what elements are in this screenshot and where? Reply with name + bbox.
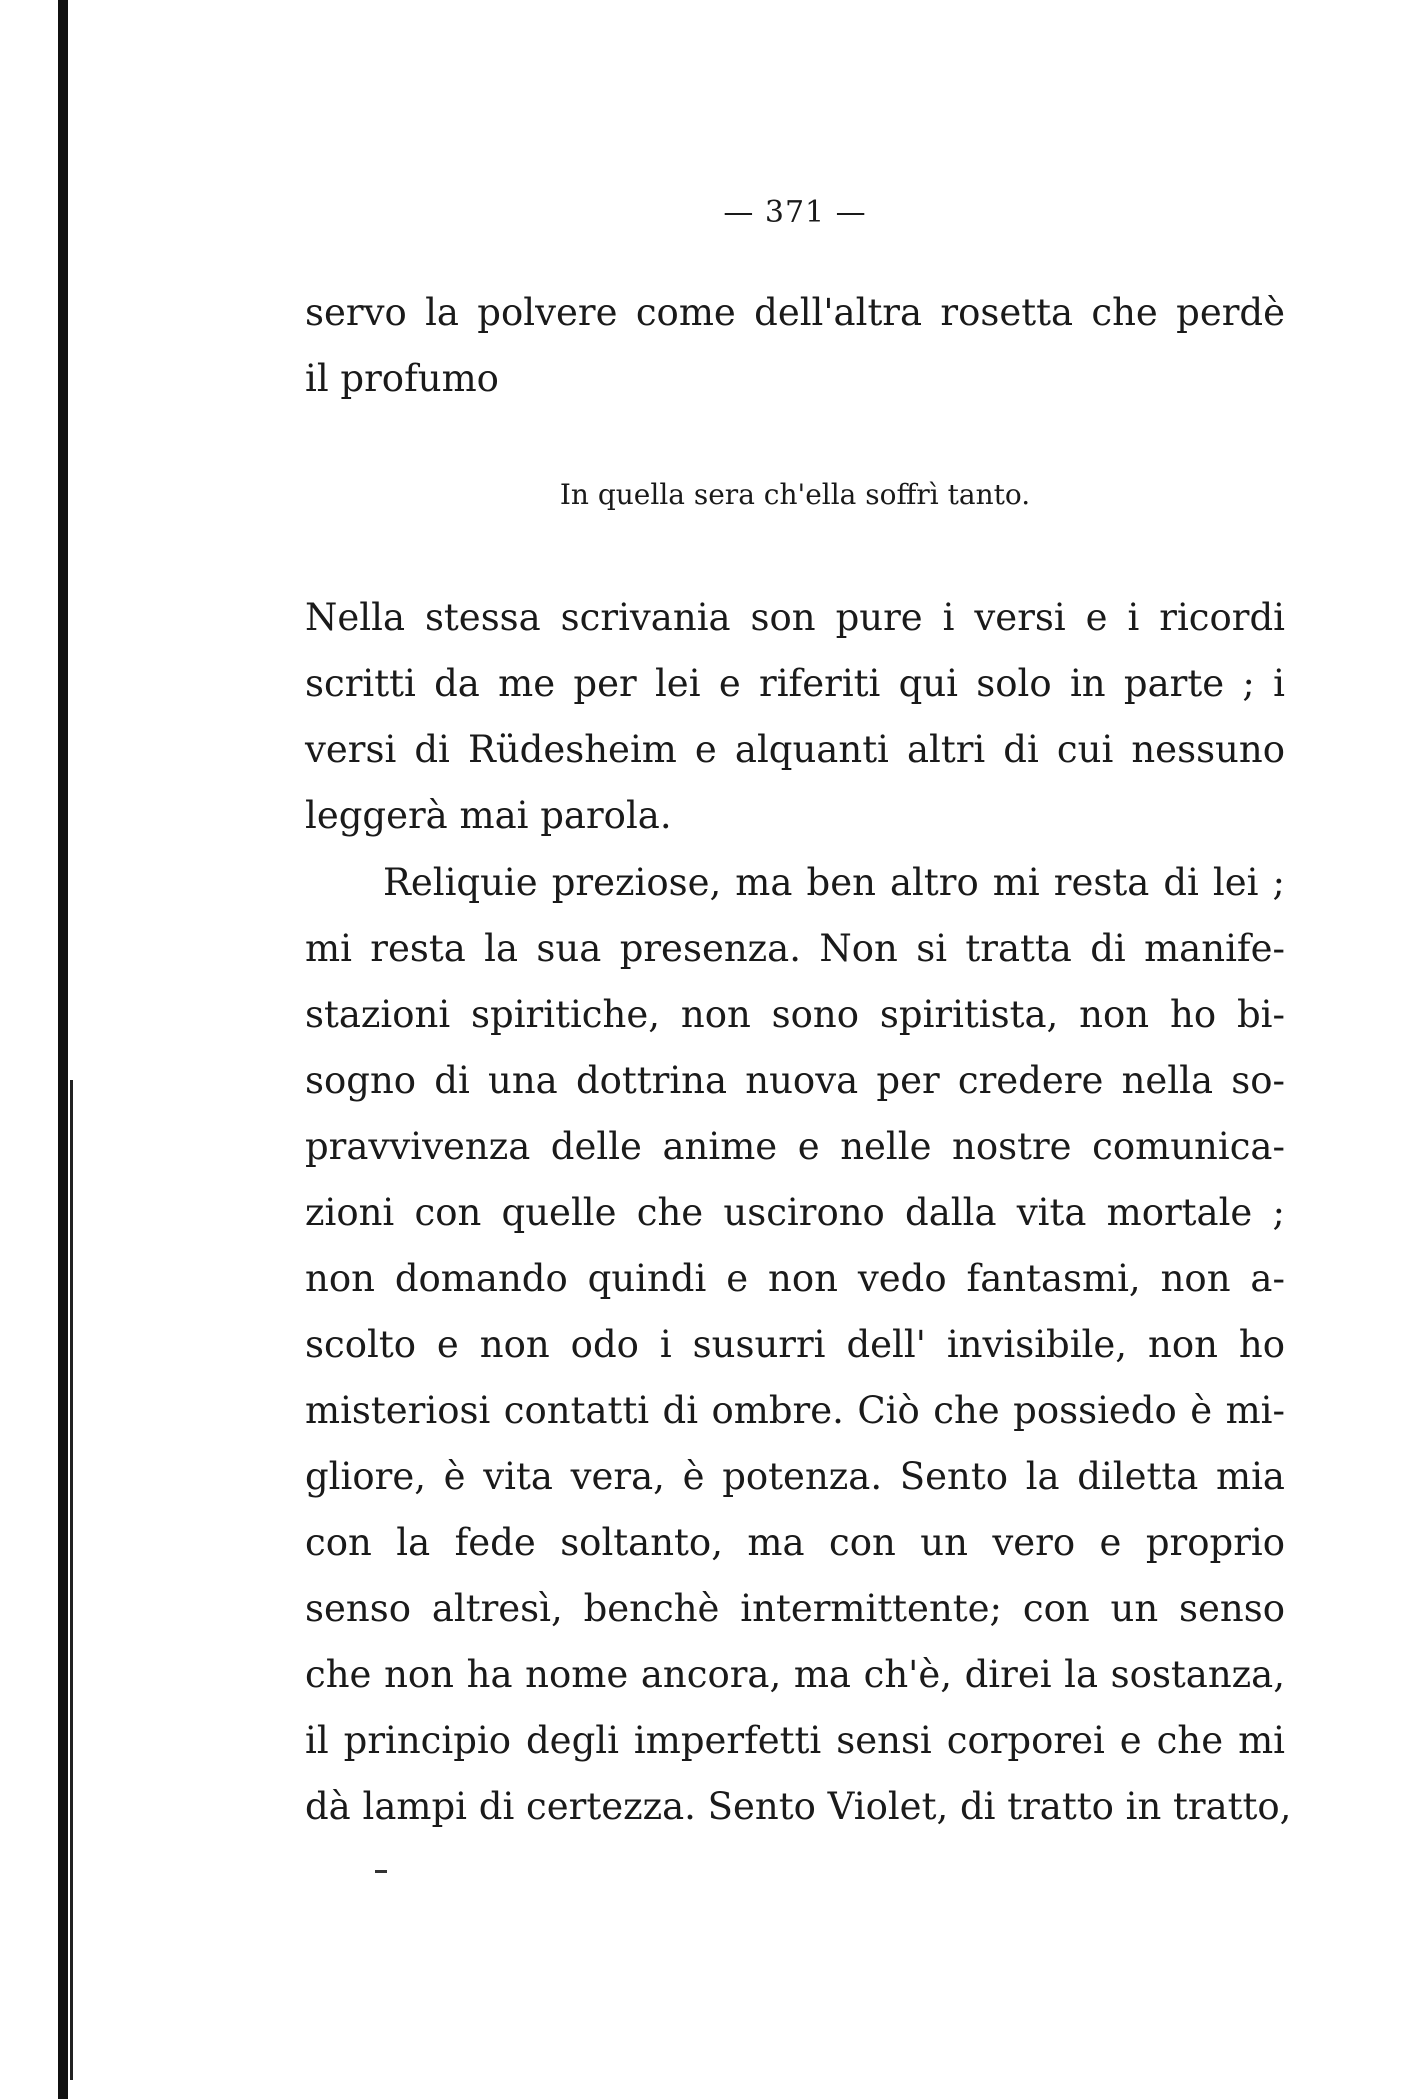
text-line: scolto e non odo i susurri dell' invisibile, non ho bbox=[305, 1323, 1285, 1366]
text-line: leggerà mai parola. bbox=[305, 794, 672, 837]
binding-edge bbox=[58, 0, 68, 2099]
text-line: sogno di una dottrina nuova per credere nella so- bbox=[305, 1059, 1285, 1102]
paragraph-1 bbox=[305, 280, 1285, 412]
text-line: il principio degli imperfetti sensi corporei e che mi bbox=[305, 1719, 1285, 1762]
text-line: scritti da me per lei e riferiti qui solo in parte ; i bbox=[305, 662, 1285, 705]
text-line: gliore, è vita vera, è potenza. Sento la diletta mia bbox=[305, 1455, 1285, 1498]
binding-edge-shadow bbox=[70, 1080, 73, 2080]
text-line: Nella stessa scrivania son pure i versi e i ricordi bbox=[305, 596, 1285, 639]
text-line: mi resta la sua presenza. Non si tratta di manife- bbox=[305, 927, 1285, 970]
text-line: senso altresì, benchè intermittente; con un senso bbox=[305, 1587, 1285, 1630]
epigraph: In quella sera ch'ella soffrì tanto. bbox=[559, 478, 1031, 511]
text-line: dà lampi di certezza. Sento Violet, di tratto in tratto, bbox=[305, 1785, 1292, 1828]
text-line: che non ha nome ancora, ma ch'è, direi la sostanza, bbox=[305, 1653, 1285, 1696]
text-line: versi di Rüdesheim e alquanti altri di cui nessuno bbox=[305, 728, 1285, 771]
text-line: zioni con quelle che uscirono dalla vita mortale ; bbox=[305, 1191, 1285, 1234]
text-line: misteriosi contatti di ombre. Ciò che possiedo è mi- bbox=[305, 1389, 1285, 1432]
paragraph-2 bbox=[305, 585, 1285, 849]
paragraph-3 bbox=[305, 850, 1292, 1840]
page-number: — 371 — bbox=[723, 195, 867, 230]
scan-speck bbox=[375, 1870, 387, 1873]
text-line: non domando quindi e non vedo fantasmi, non a- bbox=[305, 1257, 1285, 1300]
text-line: il profumo bbox=[305, 357, 499, 400]
text-line: servo la polvere come dell'altra rosetta che perdè bbox=[305, 291, 1285, 334]
text-line: con la fede soltanto, ma con un vero e proprio bbox=[305, 1521, 1285, 1564]
text-line: Reliquie preziose, ma ben altro mi resta di lei ; bbox=[383, 861, 1285, 904]
text-line: pravvivenza delle anime e nelle nostre comunica- bbox=[305, 1125, 1285, 1168]
text-line: stazioni spiritiche, non sono spiritista, non ho bi- bbox=[305, 993, 1285, 1036]
